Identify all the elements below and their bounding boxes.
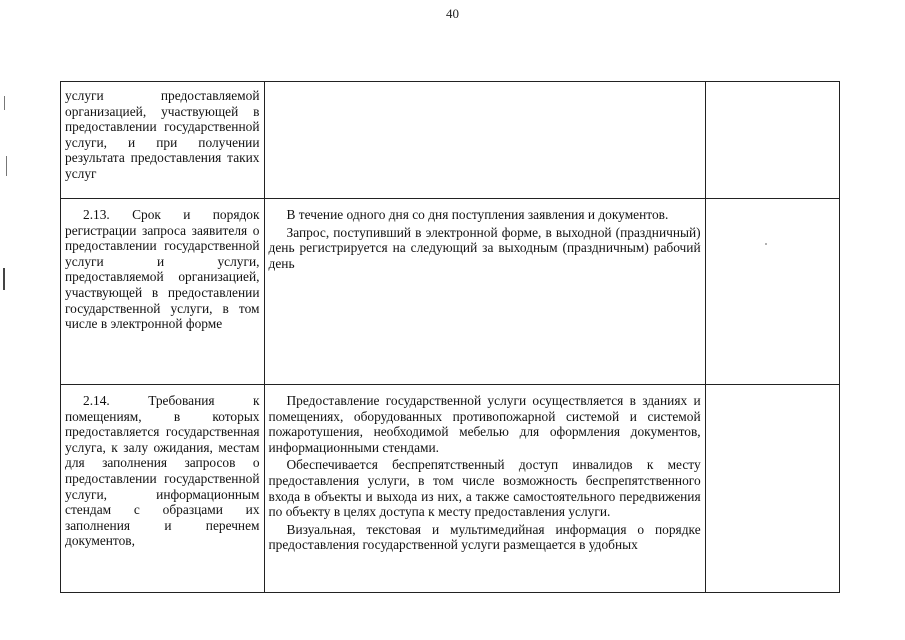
- requirement-cell: [61, 82, 265, 199]
- scan-margin-mark: [3, 268, 5, 290]
- regulation-table: [60, 81, 840, 593]
- page-number: 40: [446, 6, 459, 21]
- scan-margin-mark: [4, 96, 5, 110]
- requirement-text: 2.13. Срок и порядок регистрации запроса заявителя о предоставлении государственной услуги и услуги, предоставляемой организацией, участвующей в предоставлении государственной услуги, в том числе в электронной форме: [65, 207, 260, 332]
- table-row: [61, 82, 840, 199]
- description-cell: [264, 385, 705, 593]
- table-row: [61, 199, 840, 385]
- requirement-cell: [61, 199, 265, 385]
- description-paragraph: Предоставление государственной услуги осуществляется в зданиях и помещениях, оборудованных противопожарной системой и системой пожаротушения, необходимой мебелью для оформления документов, информационными стендами.: [268, 393, 701, 455]
- description-paragraph: В течение одного дня со дня поступления заявления и документов.: [286, 207, 669, 222]
- requirement-text: 2.14. Требования к помещениям, в которых предоставляется государственная услуга, к залу ожидания, местам для заполнения запросов о предоставлении государственной услуги, информационным стендам с образцами их заполнения и перечнем документов,: [65, 393, 260, 549]
- description-cell: [264, 199, 705, 385]
- description-paragraph: Визуальная, текстовая и мультимедийная информация о порядке предоставления государственной услуги размещается в удобных: [268, 521, 701, 553]
- description-cell: [264, 82, 705, 199]
- note-cell: [705, 385, 839, 593]
- scan-margin-mark: [6, 156, 7, 176]
- description-paragraph: Запрос, поступивший в электронной форме, в выходной (праздничный) день регистрируется на следующий за выходным (праздничным) рабочий день: [268, 224, 701, 271]
- note-cell: [705, 199, 839, 385]
- table-row: [61, 385, 840, 593]
- note-cell: [705, 82, 839, 199]
- requirement-text: услуги предоставляемой организацией, участвующей в предоставлении государственной услуги, и при получении результата предоставления таких услуг: [65, 88, 260, 181]
- requirement-cell: [61, 385, 265, 593]
- description-paragraph: Обеспечивается беспрепятственный доступ инвалидов к месту предоставления услуги, в том числе возможность беспрепятственного входа в объекты и выхода из них, а также самостоятельного передвижения по объекту в целях доступа к месту предоставления услуги.: [268, 457, 701, 520]
